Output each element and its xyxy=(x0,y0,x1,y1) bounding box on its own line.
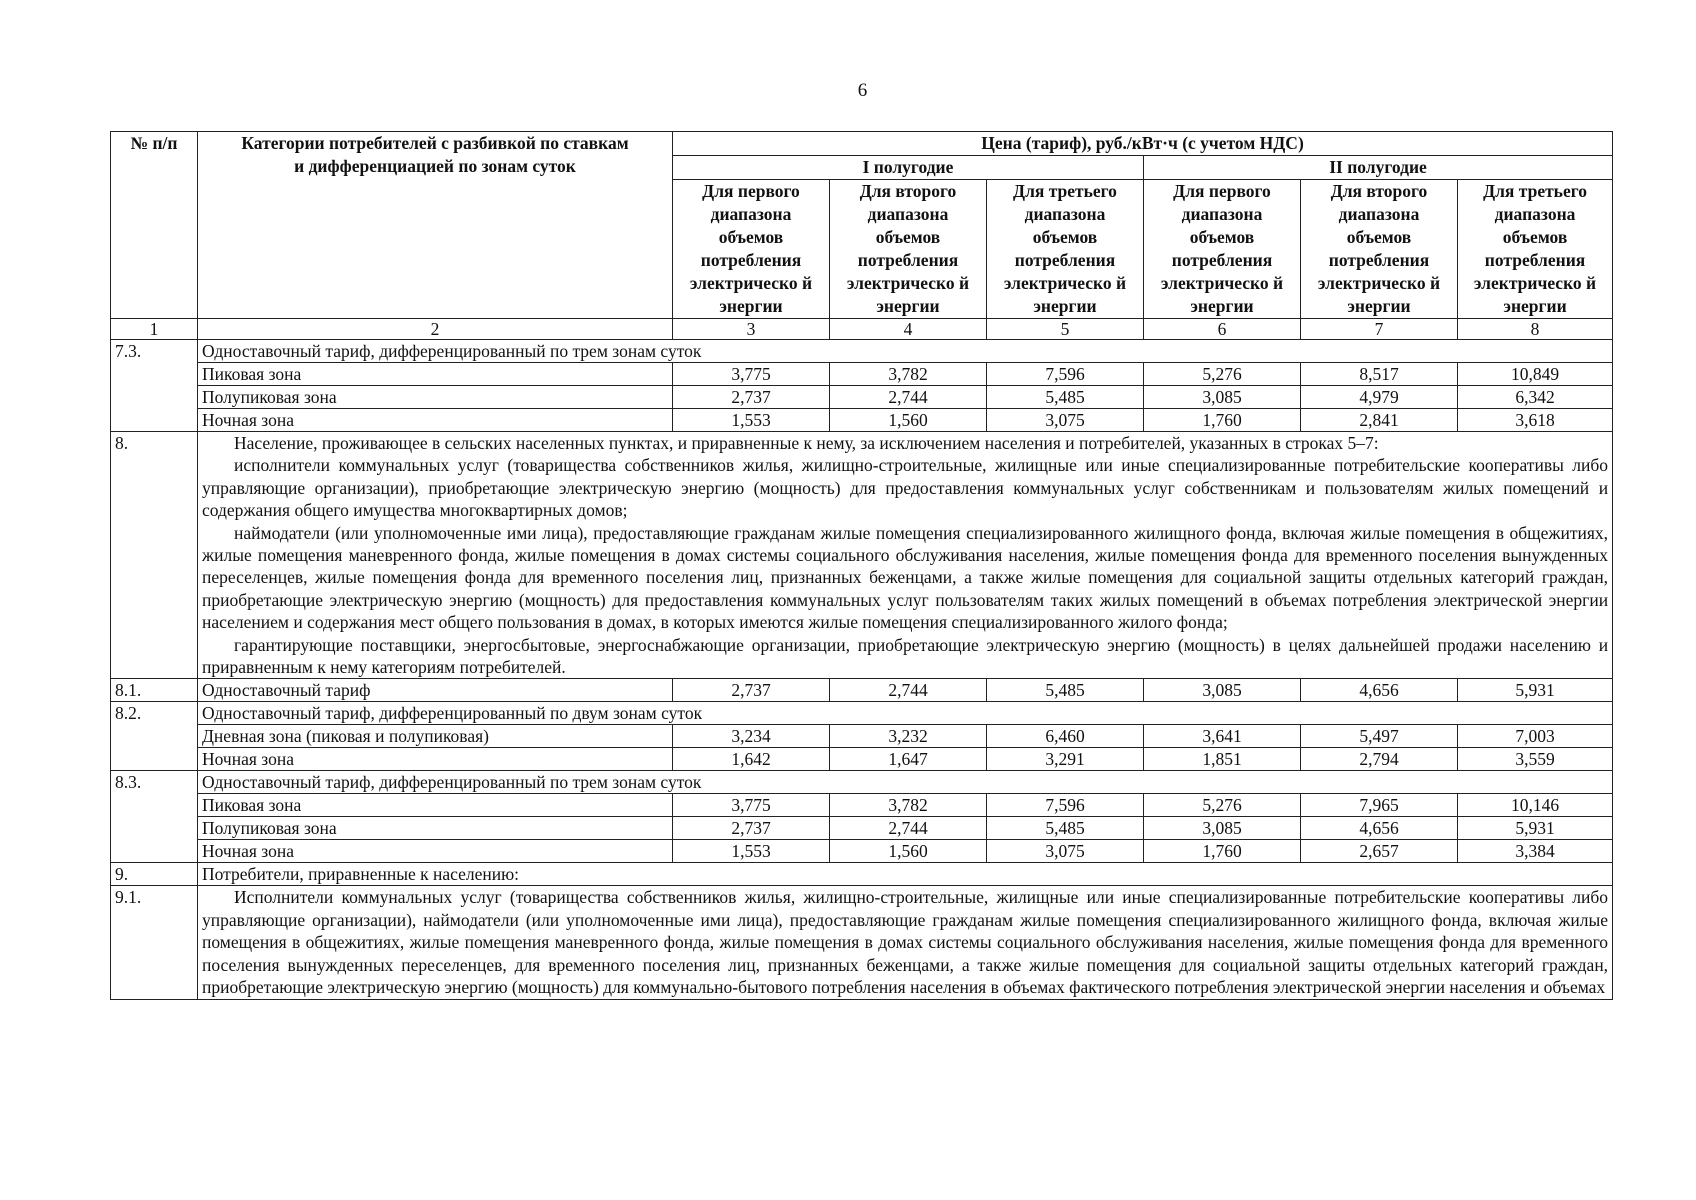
row-number: 8.3. xyxy=(111,771,198,863)
price-cell: 1,560 xyxy=(830,409,987,432)
page-number: 6 xyxy=(857,80,868,101)
table-row xyxy=(111,840,1613,863)
price-cell: 1,760 xyxy=(1144,409,1301,432)
price-cell: 3,782 xyxy=(830,363,987,386)
row-zone: Ночная зона xyxy=(198,748,673,771)
price-cell: 3,775 xyxy=(673,794,830,817)
column-index-row xyxy=(111,319,1613,340)
header-price: Цена (тариф), руб./кВт·ч (с учетом НДС) xyxy=(673,132,1613,156)
header-h1-range1: Для первого диапазона объемов потребления электрическо й энергии xyxy=(673,180,830,319)
row-zone: Дневная зона (пиковая и полупиковая) xyxy=(198,725,673,748)
price-cell: 3,075 xyxy=(987,840,1144,863)
col-index: 3 xyxy=(673,319,830,340)
row-zone: Пиковая зона xyxy=(198,794,673,817)
row-zone: Пиковая зона xyxy=(198,363,673,386)
price-cell: 3,618 xyxy=(1458,409,1613,432)
price-cell: 4,979 xyxy=(1301,386,1458,409)
header-h2-range2: Для второго диапазона объемов потребления электрическо й энергии xyxy=(1301,180,1458,319)
price-cell: 3,075 xyxy=(987,409,1144,432)
price-cell: 2,737 xyxy=(673,817,830,840)
table-row xyxy=(111,409,1613,432)
header-h1-range3: Для третьего диапазона объемов потребления электрическо й энергии xyxy=(987,180,1144,319)
description-paragraph: Население, проживающее в сельских населенных пунктах, и приравненные к нему, за исключением населения и потребителей, указанных в строках 5–7: xyxy=(234,433,1379,453)
row-category: Одноставочный тариф xyxy=(198,679,673,702)
price-cell: 5,485 xyxy=(987,386,1144,409)
row-category: Одноставочный тариф, дифференцированный по трем зонам суток xyxy=(198,771,1613,794)
price-cell: 3,234 xyxy=(673,725,830,748)
price-cell: 5,485 xyxy=(987,679,1144,702)
table-row xyxy=(111,679,1613,702)
col-index: 4 xyxy=(830,319,987,340)
table-row xyxy=(111,771,1613,794)
tariff-table xyxy=(110,131,1613,1000)
price-cell: 7,596 xyxy=(987,363,1144,386)
table-row xyxy=(111,794,1613,817)
row-number: 9. xyxy=(111,863,198,886)
row-number: 8. xyxy=(111,432,198,679)
price-cell: 5,276 xyxy=(1144,363,1301,386)
description-paragraph: наймодатели (или уполномоченные ими лица), предоставляющие гражданам жилые помещения специализированного жилищного фонда, включая жилые помещения в общежитиях, жилые помещения маневренного фонда, жилые помещения в домах системы социального обслуживания населения, жилые помещения фонда для временного поселения вынужденных переселенцев, жилые помещения фонда для временного поселения лиц, признанных беженцами, а также жилые помещения для социальной защиты отдельных категорий граждан, приобретающие электрическую энергию (мощность) для предоставления коммунальных услуг пользователям таких жилых помещений в объемах потребления электрической энергии населением и содержания мест общего пользования в домах, в которых имеются жилые помещения специализированного жилого фонда; xyxy=(202,522,1609,633)
price-cell: 5,485 xyxy=(987,817,1144,840)
price-cell: 3,559 xyxy=(1458,748,1613,771)
price-cell: 7,596 xyxy=(987,794,1144,817)
table-row xyxy=(111,748,1613,771)
price-cell: 3,291 xyxy=(987,748,1144,771)
header-half2: II полугодие xyxy=(1144,156,1613,180)
price-cell: 2,737 xyxy=(673,679,830,702)
price-cell: 8,517 xyxy=(1301,363,1458,386)
description-paragraph: гарантирующие поставщики, энергосбытовые, энергоснабжающие организации, приобретающие электрическую энергию (мощность) в целях дальнейшей продажи населению и приравненным к нему категориям потребителей. xyxy=(202,634,1609,678)
price-cell: 2,744 xyxy=(830,817,987,840)
table-row xyxy=(111,432,1613,679)
price-cell: 2,744 xyxy=(830,679,987,702)
table-row xyxy=(111,886,1613,999)
price-cell: 5,931 xyxy=(1458,679,1613,702)
price-cell: 2,794 xyxy=(1301,748,1458,771)
price-cell: 3,775 xyxy=(673,363,830,386)
table-row xyxy=(111,363,1613,386)
col-index: 2 xyxy=(198,319,673,340)
table-row xyxy=(111,817,1613,840)
price-cell: 3,085 xyxy=(1144,386,1301,409)
row-zone: Ночная зона xyxy=(198,409,673,432)
price-cell: 1,560 xyxy=(830,840,987,863)
header-h1-range2: Для второго диапазона объемов потребления электрическо й энергии xyxy=(830,180,987,319)
price-cell: 4,656 xyxy=(1301,679,1458,702)
price-cell: 5,497 xyxy=(1301,725,1458,748)
price-cell: 1,642 xyxy=(673,748,830,771)
row-zone: Полупиковая зона xyxy=(198,386,673,409)
price-cell: 7,965 xyxy=(1301,794,1458,817)
table-row xyxy=(111,725,1613,748)
price-cell: 2,657 xyxy=(1301,840,1458,863)
price-cell: 1,851 xyxy=(1144,748,1301,771)
price-cell: 2,841 xyxy=(1301,409,1458,432)
header-category: Категории потребителей с разбивкой по ставкам и дифференциацией по зонам суток xyxy=(198,132,673,319)
price-cell: 3,085 xyxy=(1144,679,1301,702)
price-cell: 10,146 xyxy=(1458,794,1613,817)
price-cell: 1,647 xyxy=(830,748,987,771)
table-row xyxy=(111,340,1613,363)
row-category: Одноставочный тариф, дифференцированный по двум зонам суток xyxy=(198,702,1613,725)
price-cell: 4,656 xyxy=(1301,817,1458,840)
price-cell: 2,737 xyxy=(673,386,830,409)
header-no: № п/п xyxy=(111,132,198,319)
price-cell: 6,460 xyxy=(987,725,1144,748)
row-description xyxy=(198,886,1613,999)
header-h2-range3: Для третьего диапазона объемов потребления электрическо й энергии xyxy=(1458,180,1613,319)
row-category: Потребители, приравненные к населению: xyxy=(198,863,1613,886)
price-cell: 1,760 xyxy=(1144,840,1301,863)
header-half1: I полугодие xyxy=(673,156,1144,180)
price-cell: 7,003 xyxy=(1458,725,1613,748)
price-cell: 3,085 xyxy=(1144,817,1301,840)
price-cell: 10,849 xyxy=(1458,363,1613,386)
col-index: 5 xyxy=(987,319,1144,340)
row-number: 8.2. xyxy=(111,702,198,771)
price-cell: 3,384 xyxy=(1458,840,1613,863)
col-index: 1 xyxy=(111,319,198,340)
price-cell: 3,782 xyxy=(830,794,987,817)
row-number: 9.1. xyxy=(111,886,198,999)
table-row xyxy=(111,702,1613,725)
price-cell: 3,232 xyxy=(830,725,987,748)
price-cell: 1,553 xyxy=(673,409,830,432)
row-zone: Полупиковая зона xyxy=(198,817,673,840)
row-description xyxy=(198,432,1613,679)
header-h2-range1: Для первого диапазона объемов потребления электрическо й энергии xyxy=(1144,180,1301,319)
row-category: Одноставочный тариф, дифференцированный по трем зонам суток xyxy=(198,340,1613,363)
table-row xyxy=(111,863,1613,886)
description-paragraph: исполнители коммунальных услуг (товарищества собственников жилья, жилищно-строительные, жилищные или иные специализированные потребительские кооперативы либо управляющие организации), приобретающие электрическую энергию (мощность) для предоставления коммунальных услуг собственникам и пользователям жилых помещений и содержания общего имущества многоквартирных домов; xyxy=(202,455,1609,521)
row-number: 7.3. xyxy=(111,340,198,432)
price-cell: 5,276 xyxy=(1144,794,1301,817)
col-index: 7 xyxy=(1301,319,1458,340)
table-row xyxy=(111,386,1613,409)
price-cell: 2,744 xyxy=(830,386,987,409)
description-paragraph: Исполнители коммунальных услуг (товарищества собственников жилья, жилищно-строительные, жилищные или иные специализированные потребительские кооперативы либо управляющие организации), наймодатели (или уполномоченные ими лица), предоставляющие гражданам жилые помещения специализированного жилищного фонда, включая жилые помещения в общежитиях, жилые помещения маневренного фонда, жилые помещения в домах системы социального обслуживания населения, жилые помещения фонда для временного поселения вынужденных переселенцев, для временного поселения лиц, признанных беженцами, а также жилые помещения для социальной защиты отдельных категорий граждан, приобретающие электрическую энергию (мощность) для коммунально-бытового потребления населения в объемах фактического потребления электрической энергии населения и объемах xyxy=(202,887,1609,998)
row-number: 8.1. xyxy=(111,679,198,702)
col-index: 6 xyxy=(1144,319,1301,340)
col-index: 8 xyxy=(1458,319,1613,340)
price-cell: 1,553 xyxy=(673,840,830,863)
price-cell: 3,641 xyxy=(1144,725,1301,748)
row-zone: Ночная зона xyxy=(198,840,673,863)
price-cell: 5,931 xyxy=(1458,817,1613,840)
price-cell: 6,342 xyxy=(1458,386,1613,409)
